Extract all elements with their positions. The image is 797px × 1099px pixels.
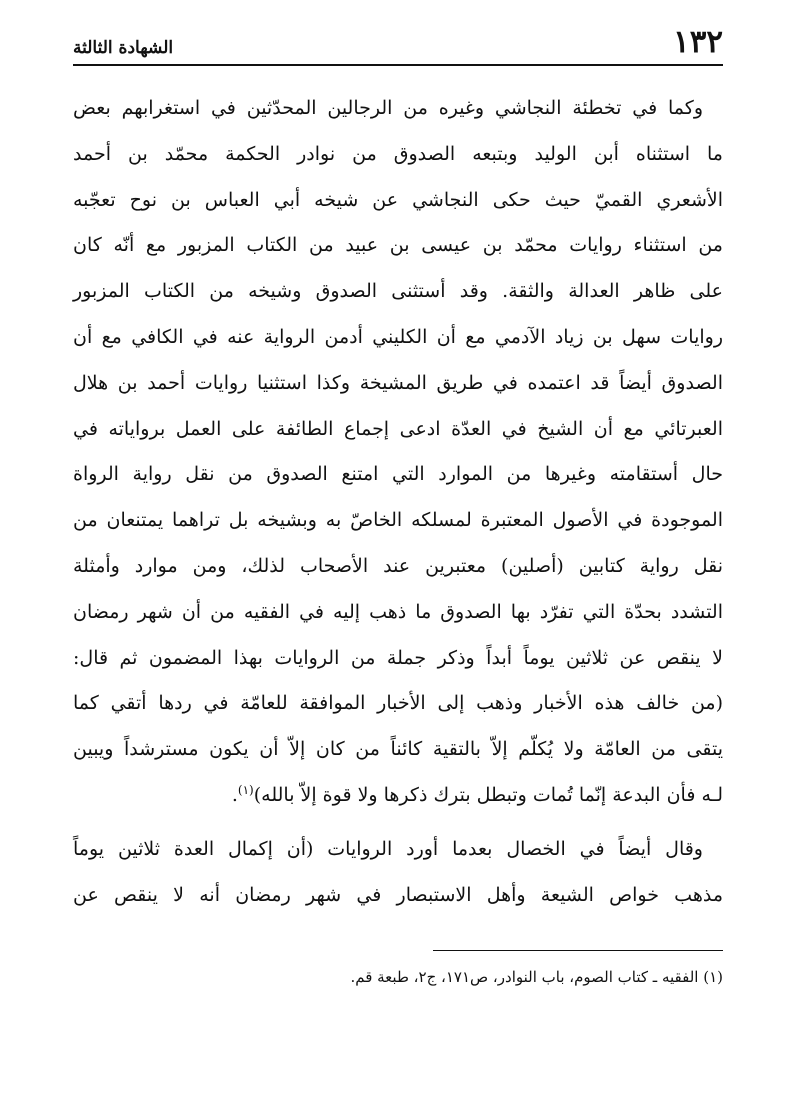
text-line: وقال أيضاً في الخصال بعدما أورد الروايات (أن إكمال العدة ثلاثين يوماً: [73, 837, 703, 860]
text-line: يتقى من العامّة ولا يُكلّم إلاّ بالتقية كائناً من كان إلاّ أن يكون مسترشداً ويبين: [73, 738, 723, 761]
header-divider: [73, 64, 723, 66]
text-line: الصدوق أيضاً قد اعتمده في طريق المشيخة وكذا استثنيا روايات أحمد بن هلال: [73, 371, 723, 394]
text-line: وكما في تخطئة النجاشي وغيره من الرجالين المحدّثين في استغرابهم بعض: [73, 97, 703, 119]
footnote-divider: [433, 950, 723, 951]
running-title: الشهادة الثالثة: [73, 38, 174, 58]
page-number: ١٣٢: [673, 24, 723, 60]
text-line: التشدد بحدّة التي تفرّد بها الصدوق ما ذهب إليه في الفقيه من أن شهر رمضان: [73, 600, 723, 623]
text-line: الموجودة في الأصول المعتبرة لمسلكه الخاصّ به وبشيخه بل تراهما يمتنعان من: [73, 509, 723, 532]
footnote: (١) الفقيه ـ كتاب الصوم، باب النوادر، ص١٧١، ج٢، طبعة قم.: [350, 968, 723, 986]
text-line: مذهب خواص الشيعة وأهل الاستبصار في شهر رمضان أنه لا ينقص عن: [73, 883, 723, 906]
main-text: [73, 86, 723, 918]
text-line-content: لـه فأن البدعة إنّما تُمات وتبطل بترك ذكرها ولا قوة إلاّ بالله): [253, 783, 723, 806]
text-line: حال أستقامته وغيرها من الموارد التي امتنع الصدوق من نقل رواية الرواة: [73, 463, 723, 486]
text-line: العبرتائي مع أن الشيخ في العدّة ادعى إجماع الطائفة على العمل برواياته في: [73, 417, 723, 440]
text-line: من استثناء روايات محمّد بن عيسى بن عبيد من الكتاب المزبور مع أنّه كان: [73, 234, 723, 257]
text-line-last: لـه فأن البدعة إنّما تُمات وتبطل بترك ذكرها ولا قوة إلاّ بالله)$^{(١)}$.: [231, 782, 723, 806]
text-line: (من خالف هذه الأخبار وذهب إلى الأخبار الموافقة للعامّة في ردها أتقي كما: [73, 692, 723, 715]
text-line: نقل رواية كتابين (أصلين) معتبرين عند الأصحاب لذلك، ومن موارد وأمثلة: [73, 554, 723, 577]
page-header: [73, 24, 723, 64]
text-line: لا ينقص عن ثلاثين يوماً أبداً وذكر جملة من الروايات بهذا المضمون ثم قال:: [73, 646, 723, 669]
paragraph-gap: [73, 819, 723, 827]
text-line: ما استثناه أبن الوليد وبتبعه الصدوق من نوادر الحكمة محمّد بن أحمد: [73, 142, 723, 165]
text-line: على ظاهر العدالة والثقة. وقد أستثنى الصدوق وشيخه من الكتاب المزبور: [73, 280, 723, 303]
text-line: روايات سهل بن زياد الآدمي مع أن الكليني أدمن الرواية عنه في الكافي مع أن: [73, 325, 723, 348]
text-line: الأشعري القميّ حيث حكى النجاشي عن شيخه أبي العباس بن نوح تعجّبه: [73, 188, 723, 211]
footnote-reference: (١): [237, 782, 254, 797]
